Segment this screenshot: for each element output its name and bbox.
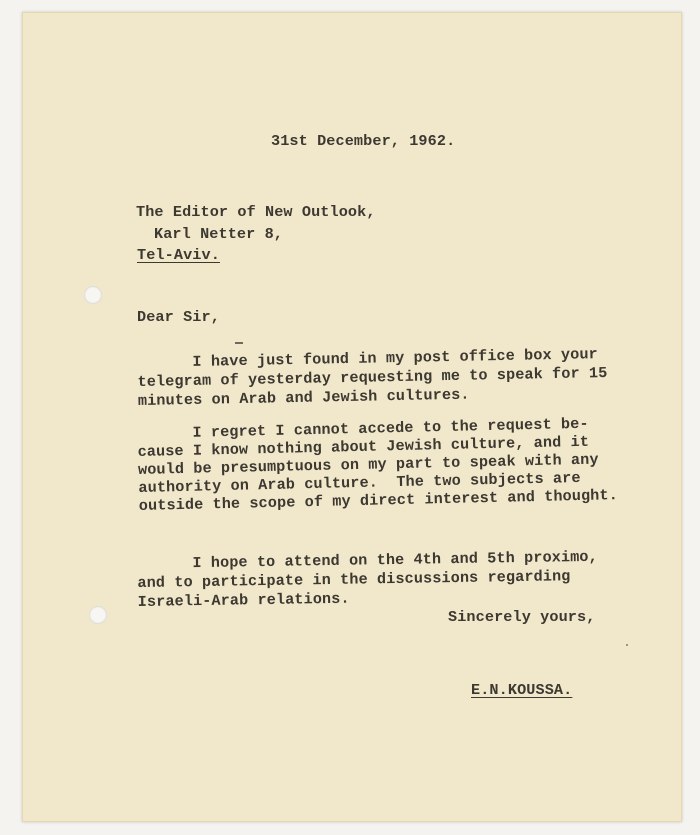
body-paragraph-3: I hope to attend on the 4th and 5th proximo, and to participate in the discussions regarding Israeli-Arab relations. — [137, 547, 598, 611]
body-paragraph-2: I regret I cannot accede to the request be- cause I know nothing about Jewish culture, and it would be presumptuous on my part to speak with any authority on Arab culture. The two subjects are outside the scope of my direct interest and thought. — [137, 414, 619, 515]
stray-mark — [626, 644, 628, 646]
punch-hole — [84, 286, 102, 304]
recipient-line-2: Karl Netter 8, — [154, 225, 283, 243]
signature: E.N.KOUSSA. — [471, 681, 573, 699]
recipient-line-1: The Editor of New Outlook, — [136, 203, 376, 221]
salutation: Dear Sir, — [137, 308, 220, 326]
punch-hole — [89, 606, 107, 624]
body-paragraph-1: I have just found in my post office box your telegram of yesterday requesting me to speak for 15 minutes on Arab and Jewish cultures. — [137, 345, 608, 410]
letter-date: 31st December, 1962. — [271, 132, 456, 150]
closing: Sincerely yours, — [448, 608, 596, 626]
letter-page — [22, 12, 682, 822]
stray-mark — [235, 342, 243, 344]
recipient-city: Tel-Aviv. — [137, 246, 220, 264]
